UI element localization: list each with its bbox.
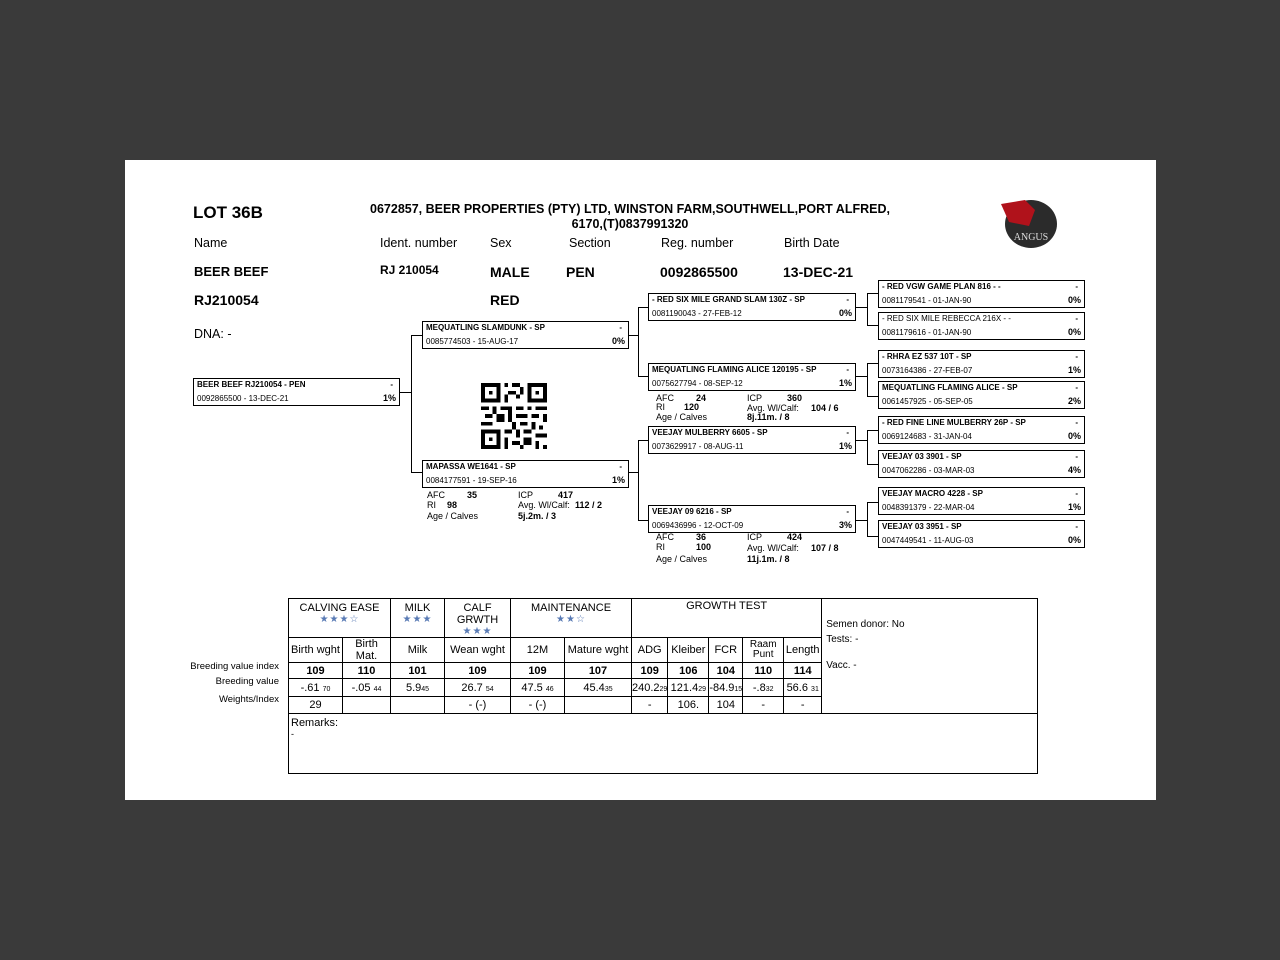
pedigree-gg4: MEQUATLING FLAMING ALICE - SP - 0061457925 - 05-SEP-05 2%	[878, 381, 1085, 409]
col-wean-weight: Wean wght	[445, 638, 511, 663]
animal-ident: RJ 210054	[380, 263, 439, 277]
row-label-value: Breeding value	[215, 676, 279, 687]
vaccinations: Vacc. -	[826, 660, 857, 671]
owner-address	[340, 202, 920, 232]
col-adg: ADG	[632, 638, 668, 663]
angus-logo-icon	[995, 196, 1061, 252]
animal-birth: 13-DEC-21	[783, 264, 854, 280]
pedigree-dam-sire: VEEJAY MULBERRY 6605 - SP - 0073629917 - 08-AUG-11 1%	[648, 426, 856, 454]
dam-dam-stats: AFC 36 ICP 424 RI 100 Avg. Wl/Calf: 107 / 8 Age / Calves 11j.1m. / 8	[656, 532, 839, 564]
group-calving-ease: CALVING EASE ★★★☆	[289, 599, 391, 638]
lot-number: LOT 36B	[193, 203, 263, 222]
pedigree-certificate	[125, 160, 1156, 800]
pedigree-dam-dam: VEEJAY 09 6216 - SP - 0069436996 - 12-OCT-09 3%	[648, 505, 856, 533]
col-mature-weight: Mature wght	[565, 638, 632, 663]
group-growth-test: GROWTH TEST	[632, 599, 822, 638]
index-row: 109 110 101 109 109 107 109 106 104 110 114	[289, 663, 1038, 679]
birth-header: Birth Date	[784, 236, 840, 250]
dam-stats: AFC 35 ICP 417 RI 98 Avg. Wl/Calf: 112 / 2 Age / Calves 5j.2m. / 3	[427, 490, 603, 521]
remarks-text: -	[291, 729, 294, 739]
animal-tag: RJ210054	[194, 292, 259, 308]
weights-row: 29 - (-) - (-) - 106. 104 - -	[289, 697, 1038, 714]
remarks-label: Remarks:	[291, 717, 339, 729]
owner-line-2: 6170,(T)0837991320	[571, 217, 689, 231]
ident-header: Ident. number	[380, 236, 458, 250]
pedigree-gg5: - RED FINE LINE MULBERRY 26P - SP - 0069124683 - 31-JAN-04 0%	[878, 416, 1085, 444]
remarks-box	[289, 714, 1038, 774]
tests: Tests: -	[826, 634, 859, 645]
col-milk: Milk	[391, 638, 445, 663]
group-calf-growth: CALF GRWTH ★★★	[445, 599, 511, 638]
animal-name: BEER BEEF	[194, 264, 269, 279]
col-birth-weight: Birth wght	[289, 638, 343, 663]
col-length: Length	[784, 638, 822, 663]
col-fcr: FCR	[709, 638, 743, 663]
semen-donor: Semen donor: No	[826, 619, 905, 630]
animal-section: PEN	[566, 264, 595, 280]
col-birth-mat: Birth Mat.	[343, 638, 391, 663]
section-header: Section	[569, 236, 611, 250]
group-milk: MILK ★★★	[391, 599, 445, 638]
col-raam-punt: Raam Punt	[743, 638, 784, 663]
animal-reg: 0092865500	[660, 264, 738, 280]
pedigree-gg2: - RED SIX MILE REBECCA 216X - - - 0081179616 - 01-JAN-90 0%	[878, 312, 1085, 340]
dna-label: DNA: -	[194, 327, 232, 341]
col-kleiber: Kleiber	[668, 638, 709, 663]
owner-line-1: 0672857, BEER PROPERTIES (PTY) LTD, WINSTON FARM,SOUTHWELL,PORT ALFRED,	[370, 202, 890, 216]
pedigree-sire-dam: MEQUATLING FLAMING ALICE 120195 - SP - 0075627794 - 08-SEP-12 1%	[648, 363, 856, 391]
logo-text: ANGUS	[1013, 232, 1049, 243]
qr-code-icon	[480, 383, 548, 449]
tests-panel	[822, 599, 1038, 714]
pedigree-sire: MEQUATLING SLAMDUNK - SP - 0085774503 - 15-AUG-17 0%	[422, 321, 629, 349]
pedigree-gg1: - RED VGW GAME PLAN 816 - - - 0081179541 - 01-JAN-90 0%	[878, 280, 1085, 308]
row-label-index: Breeding value index	[190, 661, 279, 672]
animal-sex: MALE	[490, 264, 530, 280]
sex-header: Sex	[490, 236, 512, 250]
pedigree-gg7: VEEJAY MACRO 4228 - SP - 0048391379 - 22-MAR-04 1%	[878, 487, 1085, 515]
name-header: Name	[194, 236, 228, 250]
pedigree-dam: MAPASSA WE1641 - SP - 0084177591 - 19-SEP-16 1%	[422, 460, 629, 488]
breeding-value-table	[288, 598, 1038, 774]
sire-dam-stats: AFC 24 ICP 360 RI 120 Avg. Wl/Calf: 104 / 6 Age / Calves 8j.11m. / 8	[656, 393, 839, 422]
pedigree-sire-sire: - RED SIX MILE GRAND SLAM 130Z - SP - 0081190043 - 27-FEB-12 0%	[648, 293, 856, 321]
pedigree-gg8: VEEJAY 03 3951 - SP - 0047449541 - 11-AUG-03 0%	[878, 520, 1085, 548]
row-label-weights: Weights/Index	[218, 694, 279, 705]
animal-colour: RED	[490, 292, 520, 308]
pedigree-gg6: VEEJAY 03 3901 - SP - 0047062286 - 03-MAR-03 4%	[878, 450, 1085, 478]
col-12m: 12M	[511, 638, 565, 663]
value-row: -.61 70 -.05 44 5.945 26.7 54 47.5 46 45.435 240.229 121.429 -84.915 -.832 56.6 31	[289, 679, 1038, 697]
pedigree-gg3: - RHRA EZ 537 10T - SP - 0073164386 - 27-FEB-07 1%	[878, 350, 1085, 378]
pedigree-self: BEER BEEF RJ210054 - PEN - 0092865500 - 13-DEC-21 1%	[193, 378, 400, 406]
group-maintenance: MAINTENANCE ★★☆	[511, 599, 632, 638]
reg-header: Reg. number	[661, 236, 734, 250]
